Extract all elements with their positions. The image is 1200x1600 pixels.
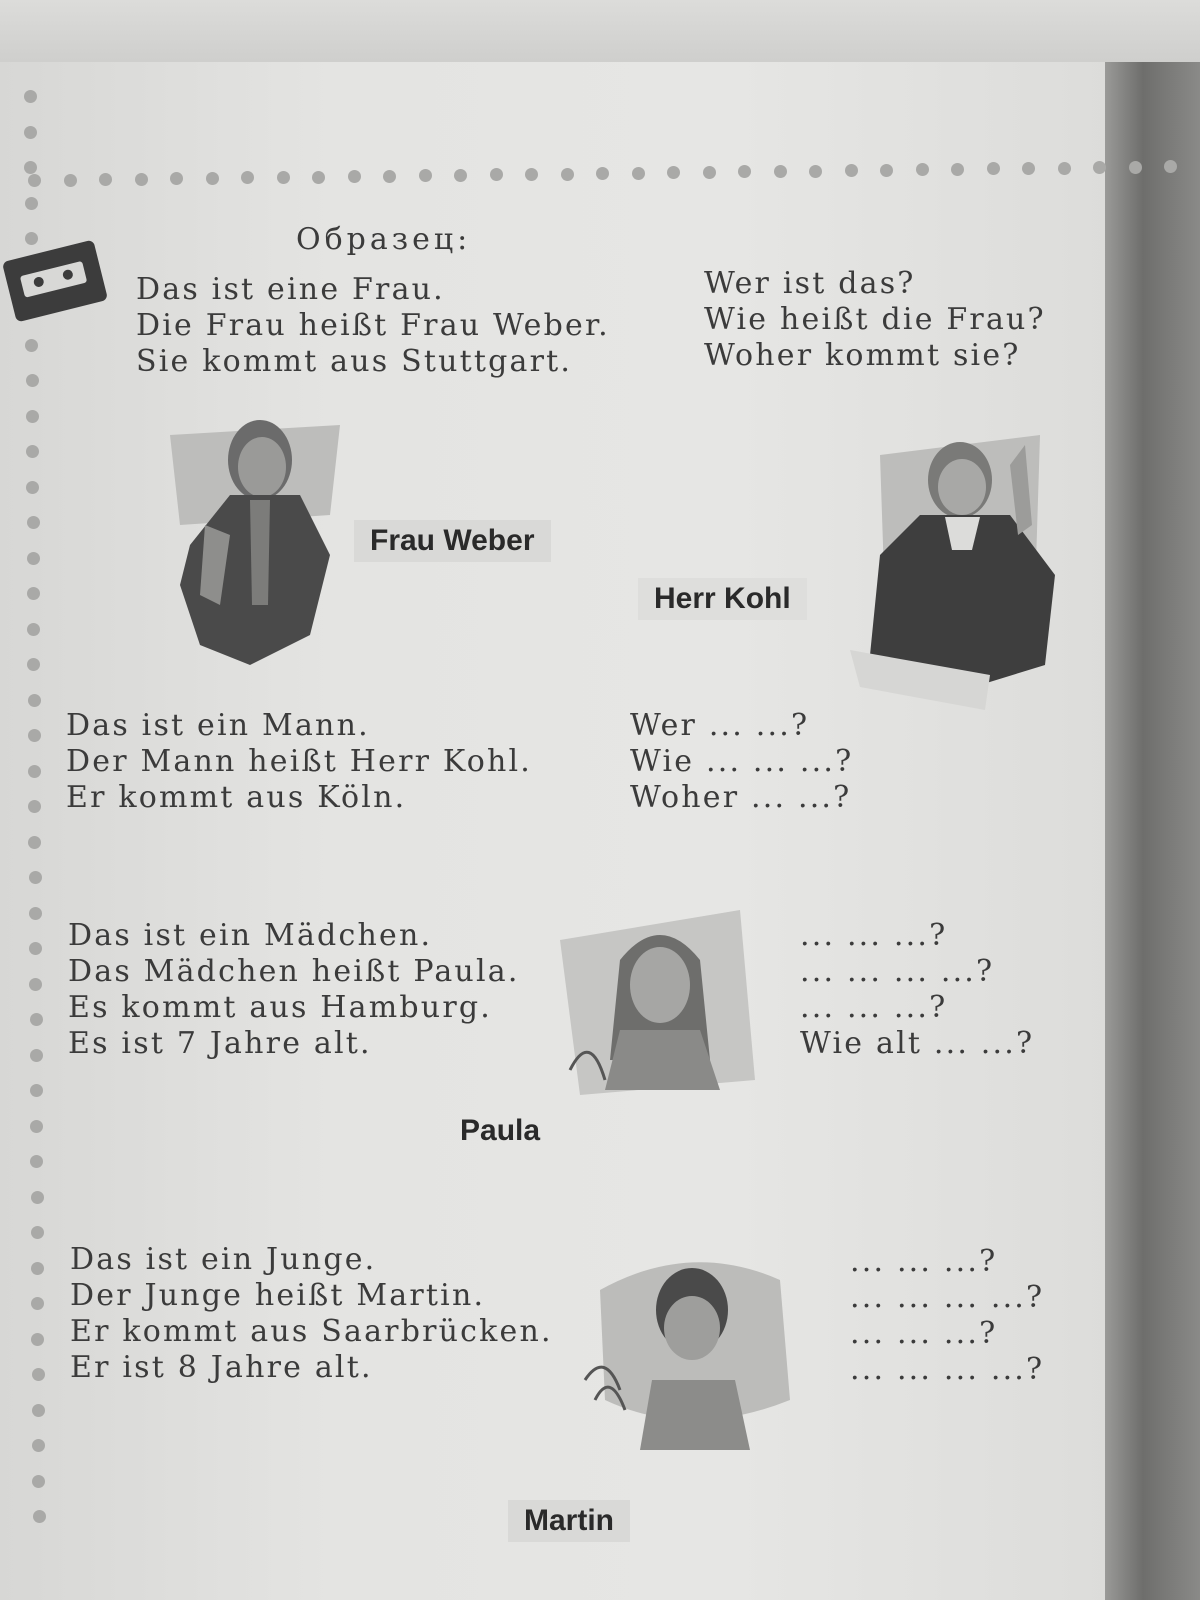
border-dot: [419, 169, 432, 182]
example-statement: Das ist eine Frau.: [136, 272, 445, 307]
girl-question: ... ... ... ...?: [800, 954, 995, 989]
border-dot: [383, 170, 396, 183]
example-question: Wer ist das?: [704, 266, 916, 301]
border-dot: [31, 1262, 44, 1275]
face: [664, 1296, 720, 1360]
girl-statement: Es kommt aus Hamburg.: [68, 990, 492, 1025]
border-dot: [916, 163, 929, 176]
paula-photo: [560, 910, 760, 1110]
zipper: [250, 500, 270, 605]
border-dot: [26, 481, 39, 494]
boy-statement: Er kommt aus Saarbrücken.: [70, 1314, 553, 1349]
border-dot: [30, 1084, 43, 1097]
label-frau-weber: Frau Weber: [354, 520, 551, 562]
border-dot: [454, 169, 467, 182]
border-dot: [26, 410, 39, 423]
cassette-window: [20, 261, 87, 298]
girl-question: ... ... ...?: [800, 918, 948, 953]
boy-question: ... ... ... ...?: [850, 1280, 1045, 1315]
girl-statement: Das Mädchen heißt Paula.: [68, 954, 520, 989]
border-dot: [32, 1475, 45, 1488]
border-dot: [312, 171, 325, 184]
martin-photo: [580, 1250, 800, 1480]
border-dot: [30, 1013, 43, 1026]
frau-weber-photo: [150, 405, 350, 680]
cassette-reel: [33, 276, 45, 288]
border-dot: [28, 174, 41, 187]
example-statement: Die Frau heißt Frau Weber.: [136, 308, 610, 343]
border-dot: [25, 197, 38, 210]
face: [630, 947, 690, 1023]
border-dot: [880, 164, 893, 177]
border-dot: [24, 90, 37, 103]
border-dot: [32, 1439, 45, 1452]
border-dot: [29, 978, 42, 991]
man-question: Wie ... ... ...?: [630, 744, 854, 779]
border-dot: [703, 166, 716, 179]
page-top-margin: [0, 0, 1200, 70]
cassette-reel: [62, 269, 74, 281]
shirt: [605, 1030, 720, 1090]
border-dot: [31, 1191, 44, 1204]
border-dot: [27, 552, 40, 565]
boy-question: ... ... ... ...?: [850, 1352, 1045, 1387]
border-dot: [29, 907, 42, 920]
man-question: Wer ... ...?: [630, 708, 810, 743]
border-dot: [1022, 162, 1035, 175]
border-dot: [32, 1404, 45, 1417]
example-title: Образец:: [296, 222, 472, 257]
border-dot: [26, 374, 39, 387]
book-gutter-shadow: [1105, 62, 1200, 1600]
border-dot: [28, 729, 41, 742]
label-paula: Paula: [460, 1114, 541, 1147]
boy-statement: Das ist ein Junge.: [70, 1242, 377, 1277]
border-dot: [490, 168, 503, 181]
border-dot: [30, 1120, 43, 1133]
border-dot: [277, 171, 290, 184]
man-question: Woher ... ...?: [630, 780, 852, 815]
border-dot: [809, 165, 822, 178]
example-question: Woher kommt sie?: [704, 338, 1021, 373]
border-dot: [25, 232, 38, 245]
border-dot: [632, 167, 645, 180]
man-statement: Er kommt aus Köln.: [66, 780, 407, 815]
border-dot: [525, 168, 538, 181]
face: [938, 459, 986, 515]
boy-question: ... ... ...?: [850, 1244, 998, 1279]
border-dot: [27, 516, 40, 529]
border-dot: [31, 1333, 44, 1346]
border-dot: [27, 623, 40, 636]
boy-statement: Er ist 8 Jahre alt.: [70, 1350, 373, 1385]
girl-statement: Das ist ein Mädchen.: [68, 918, 433, 953]
girl-question: ... ... ...?: [800, 990, 948, 1025]
border-dot: [27, 587, 40, 600]
boy-statement: Der Junge heißt Martin.: [70, 1278, 486, 1313]
herr-kohl-photo: [840, 425, 1070, 725]
border-dot: [24, 126, 37, 139]
border-dot: [28, 694, 41, 707]
girl-statement: Es ist 7 Jahre alt.: [68, 1026, 372, 1061]
border-dot: [29, 871, 42, 884]
border-dot: [951, 163, 964, 176]
border-dot: [206, 172, 219, 185]
border-dot: [64, 174, 77, 187]
border-dot: [845, 164, 858, 177]
example-statement: Sie kommt aus Stuttgart.: [136, 344, 573, 379]
man-statement: Das ist ein Mann.: [66, 708, 370, 743]
shirt: [640, 1380, 750, 1450]
boy-question: ... ... ...?: [850, 1316, 998, 1351]
border-dot: [33, 1510, 46, 1523]
border-dot: [561, 168, 574, 181]
border-dot: [32, 1368, 45, 1381]
border-dot: [31, 1226, 44, 1239]
example-question: Wie heißt die Frau?: [704, 302, 1046, 337]
label-martin: Martin: [508, 1500, 630, 1542]
man-statement: Der Mann heißt Herr Kohl.: [66, 744, 533, 779]
border-dot: [1129, 161, 1142, 174]
border-dot: [28, 836, 41, 849]
face: [238, 437, 286, 497]
border-dot: [774, 165, 787, 178]
border-dot: [30, 1049, 43, 1062]
border-dot: [28, 765, 41, 778]
border-dot: [135, 173, 148, 186]
border-dot: [987, 162, 1000, 175]
border-dot: [1058, 162, 1071, 175]
label-herr-kohl: Herr Kohl: [638, 578, 807, 620]
border-dot: [25, 339, 38, 352]
girl-question: Wie alt ... ...?: [800, 1026, 1035, 1061]
border-dot: [348, 170, 361, 183]
